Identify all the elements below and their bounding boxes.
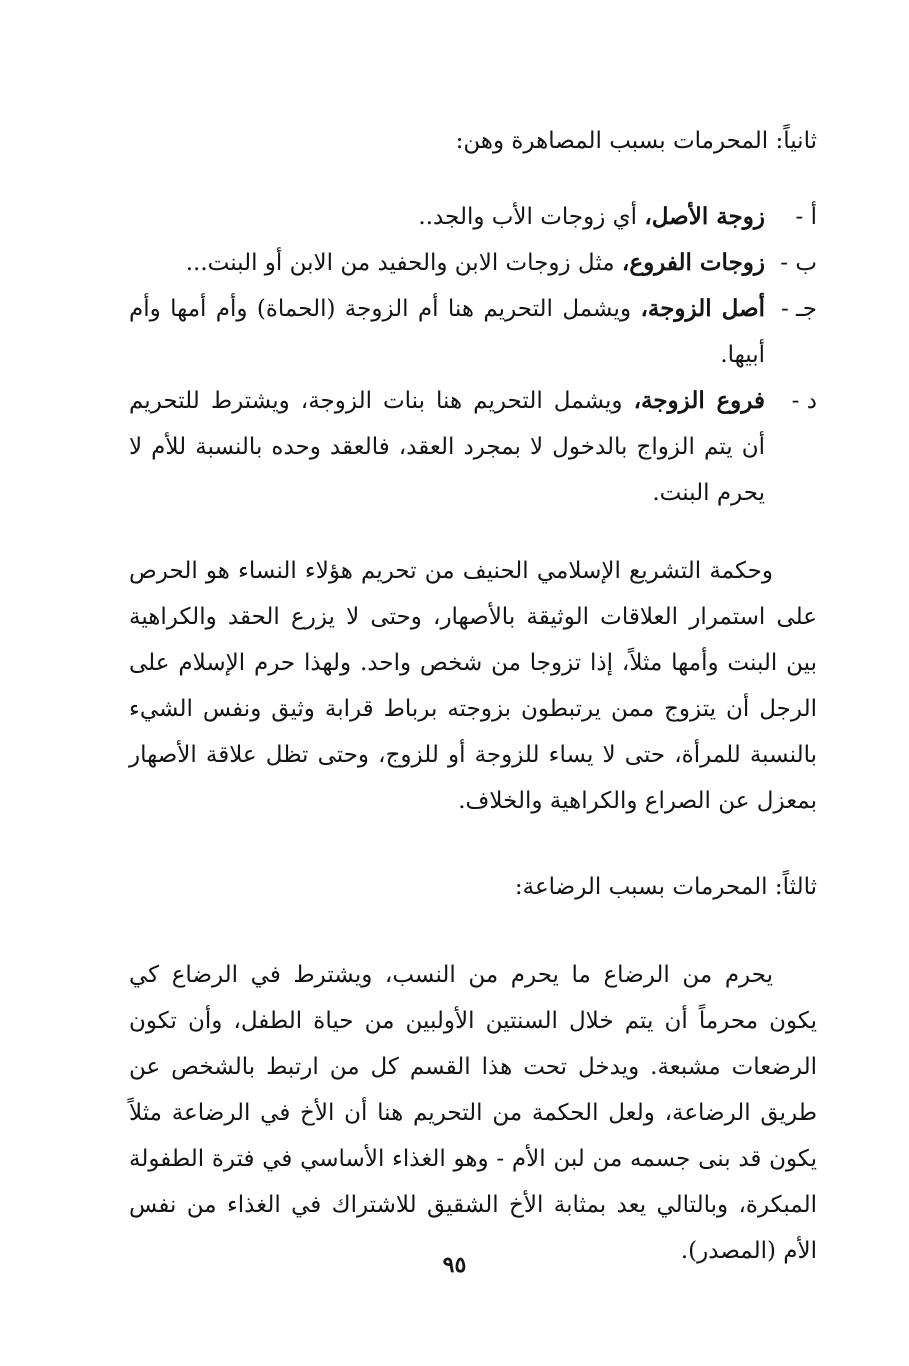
list-item-text: ويشمل التحريم هنا أم الزوجة (الحماة) وأم أمها وأم أبيها. <box>129 296 765 368</box>
margin-mark <box>0 92 1 93</box>
list-item-term: زوجة الأصل، <box>644 203 765 230</box>
list-item-marker: أ - <box>795 204 817 230</box>
section-heading-nursing: ثالثاً: المحرمات بسبب الرضاعة: <box>514 874 817 900</box>
list-item <box>129 378 817 516</box>
list-item-text: أي زوجات الأب والجد.. <box>418 204 645 230</box>
list-item-term: فروع الزوجة، <box>633 387 765 414</box>
affinity-wisdom-paragraph: وحكمة التشريع الإسلامي الحنيف من تحريم هؤلاء النساء هو الحرص على استمرار العلاقات الوثيقة بالأصهار، وحتى لا يزرع الحقد والكراهية بين البنت وأمها مثلاً، إذا تزوجا من شخص واحد. ولهذا حرم الإسلام على الرجل أن يتزوج ممن يرتبطون بزوجته برباط قرابة وثيق ونفس الشيء بالنسبة للمرأة، حتى لا يساء للزوجة أو للزوج، وحتى تظل علاقة الأصهار بمعزل عن الصراع والكراهية والخلاف. <box>129 558 817 814</box>
page-content <box>129 118 817 1274</box>
list-item <box>129 194 817 240</box>
list-item-marker: جـ - <box>780 296 817 322</box>
list-item-marker: د - <box>791 388 817 414</box>
list-item-marker: ب - <box>780 250 817 276</box>
list-item-text: مثل زوجات الابن والحفيد من الابن أو البنت... <box>185 250 622 276</box>
nursing-paragraph: يحرم من الرضاع ما يحرم من النسب، ويشترط في الرضاع كي يكون محرماً أن يتم خلال السنتين الأولبين من حياة الطفل، وأن تكون الرضعات مشبعة. ويدخل تحت هذا القسم كل من ارتبط بالشخص عن طريق الرضاعة، ولعل الحكمة من التحريم هنا أن الأخ في الرضاعة مثلاً يكون قد بنى جسمه من لبن الأم - وهو الغذاء الأساسي في فترة الطفولة المبكرة، وبالتالي يعد بمثابة الأخ الشقيق للاشتراك في الغذاء من نفس الأم (المصدر). <box>129 962 817 1264</box>
list-item-term: أصل الزوجة، <box>640 295 766 322</box>
section-heading-affinity: ثانياً: المحرمات بسبب المصاهرة وهن: <box>455 128 817 154</box>
list-item <box>129 240 817 286</box>
affinity-list <box>129 194 817 516</box>
page-number: ٩٥ <box>442 1252 467 1278</box>
list-item-text: ويشمل التحريم هنا بنات الزوجة، ويشترط للتحريم أن يتم الزواج بالدخول لا بمجرد العقد، فالعقد وحده بالنسبة للأم لا يحرم البنت. <box>129 388 765 506</box>
list-item <box>129 286 817 378</box>
list-item-term: زوجات الفروع، <box>621 249 765 276</box>
